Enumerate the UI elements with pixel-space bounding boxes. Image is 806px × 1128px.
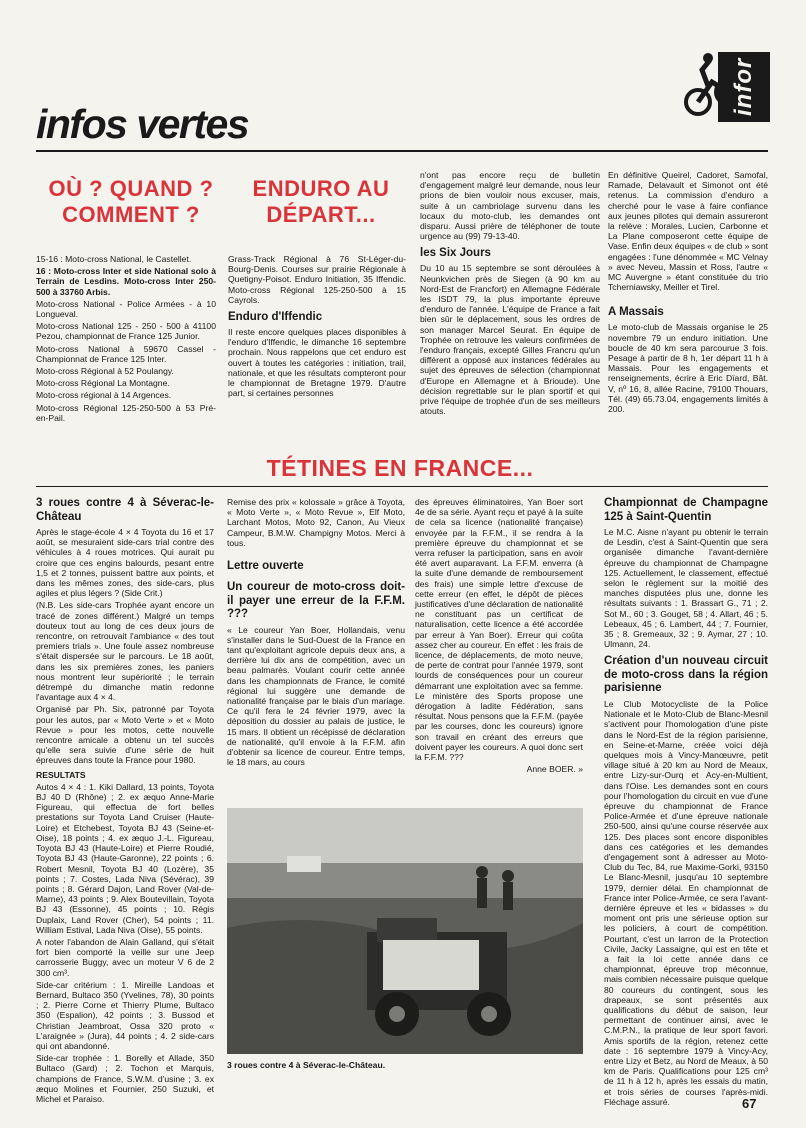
letter-label: Lettre ouverte	[227, 560, 304, 573]
boer-column	[415, 497, 583, 776]
six-days-title: les Six Jours	[420, 247, 491, 260]
where-column	[36, 254, 216, 425]
champagne-column	[604, 497, 768, 1109]
champagne-text: Le M.C. Aisne n'ayant pu obtenir le terrain de Lesdin, c'est à Saint-Quentin que sera organisée dimanche l'avant-dernière épreuve du championnat de Champagne 125. Actuellement, le classement, effectué selon le règlement sur la moitié des manches disputées plus une, donne les résultats suivants : 1. Brassart G., 71 ; 2. Sot M., 60 ; 3. Gouget, 58 ; 4. Allart, 46 ; 5. Lebeaux, 45 ; 6. Lambert, 44 ; 7. Fournier, 35 ; 8. Gremeaux, 32 ; 9. Aymar, 27 ; 10. Ulmann, 24.	[604, 527, 768, 650]
three-wheels-column	[36, 497, 214, 1106]
champagne-title: Championnat de Champagne 125 à Saint-Quentin	[604, 497, 768, 523]
section-header: infos vertes	[36, 101, 249, 147]
boer-text: des épreuves éliminatoires, Yan Boer sort 4e de sa série. Ayant reçu et payé à la suite de cela sa licence (nationalité française) envoyée par la F.F.M., il se rendra à la première épreuve du championnat et se verra refuser la participation, sans en avoir été avert auparavant. La F.F.M. enverra (à la suite d'une demande de remboursement des frais) une simple lettre d'excuse de cette erreur (en effet, le dépôt de pièces justificatives d'une déclaration de nationalité ne constituant pas un certificat de naturalisation, cette licence a été accordée par erreur à Yan Boer). Erreur qui coûta assez cher au coureur. En effet : les frais de licence, de déplacements, de moto neuve, de perte de contrat pour l'année 1979, sont lourds de conséquences pour un coureur démarrant une exploitation avec sa femme. Le ministère des Sports propose une dérogation à ladite Fédération, sans résultat. Nous pensons que la F.F.M. (payée par les courses, donc les coureurs) ignore son travail en créant des erreurs que doivent payer les coureurs. A quoi donc sert la F.F.M. ???	[415, 497, 583, 763]
letter-column	[227, 497, 405, 769]
results-note: A noter l'abandon de Alain Galland, qui s'était fort bien comporté la veille sur une Jeep carrosserie Buggy, avec un moteur V 6 de 2 300 cm³.	[36, 936, 214, 978]
jeep-photo-image	[227, 808, 583, 1054]
results-sidecar-trophee: Side-car trophée : 1. Borelly et Allade, 350 Bultaco (Gard) ; 2. Tochon et Marquis, champions de France, S.W.M. d'usine ; 3. ex æquo Molines et Fournier, 250 Suzuki, et Michel et Paraiso.	[36, 1053, 214, 1104]
where-item: Moto-cross Régional La Montagne.	[36, 378, 170, 389]
three-wheels-para: Après le stage-école 4 × 4 Toyota du 16 et 17 août, se mesuraient side-cars trial contre des véhicules à 4 roues motrices. Qui aurait pu croire que ces engins balourds, pesant entre 1,5 et 2 tonnes, puissent battre aux points, et dans les mêmes zones, des side-cars, plus agiles et plus légers ? (Side Crit.)	[36, 527, 214, 599]
results-sidecar-criterium: Side-car critérium : 1. Mireille Landoas et Bernard, Bultaco 350 (Yvelines, 78), 30 points ; 2. Pierre Corne et Thierry Plume, Bultaco 350 (Espalion), 42 points ; 3. Bussod et Christian Jeambroat, Ossa 320 proto « L'araignée » (Jura), 44 points ; 4. 2 side-cars qui ont abandonné.	[36, 979, 214, 1051]
where-item: Moto-cross National - Police Armées - à 10 Longueval.	[36, 298, 216, 320]
massais-title: A Massais	[608, 306, 664, 319]
letter-text: « Le coureur Yan Boer, Hollandais, venu s'installer dans le Sud-Ouest de la France en tant qu'exploitant agricole depuis deux ans, a derrière lui dix ans de compétition, avec un beau palmarès. Voulant courir cette année dans les championnats de France, le comité régional lui suggère une demande de nationalité française par le biais d'un mariage. Ce qu'il fera le 24 février 1979, avec la déposition du dossier au palais de justice, le 15 mars. Il obtient un récépissé de déclaration de nationalité, qu'il envoie à la F.F.M. afin d'obtenir sa licence de coureur. Entre temps, le 18 mars, au cours	[227, 624, 405, 768]
letter-title: Un coureur de moto-cross doit-il payer une erreur de la F.F.M. ???	[227, 581, 405, 621]
where-item: 15-16 : Moto-cross National, le Castellet.	[36, 254, 192, 264]
jeep-photo	[227, 808, 583, 1054]
where-item: Moto-cross National à 59670 Cassel - Championnat de France 125 Inter.	[36, 343, 216, 364]
enduro-heading: ENDURO AU DÉPART...	[252, 176, 390, 227]
enduro-intro: Grass-Track Régional à 76 St-Léger-du-Bourg-Denis. Courses sur prairie Régionale à Quetigny-Poisot. Enduro Initiation, 35 Iffendic. Moto-cross Régional 125-250-500 à 15 Cayrols.	[228, 254, 406, 305]
iffendic-title: Enduro d'Iffendic	[228, 311, 323, 324]
where-item: Moto-cross National 125 - 250 - 500 à 41100 Pezou, championnat de France 125 Junior.	[36, 321, 216, 342]
new-circuit-title: Création d'un nouveau circuit de moto-cross dans la région parisienne	[604, 655, 768, 695]
enduro-column	[228, 254, 406, 400]
right-top-column	[608, 170, 768, 416]
header-rule	[36, 150, 768, 152]
enduro-cont-text: n'ont pas encore reçu de bulletin d'engagement malgré leur demande, nous leur prions de bien vouloir nous excuser, mais, suite à un cambriolage survenu dans les locaux du moto-club, les demandes ont disparu. Aussi prière de téléphoner de toute urgence au (99) 79-13-40.	[420, 170, 600, 242]
results-autos: Autos 4 × 4 : 1. Kiki Dallard, 13 points, Toyota BJ 40 D (Rhône) ; 2. ex æquo Anne-Marie Figureau, qui effectua de fort belles prestations sur Toyota Land Cruiser (Haute-Loire) et Etchebest, Toyota BJ 43 (Seine-et-Oise), 18 points ; 4. ex æquo J.-L. Figureau, Toyota BJ 43 (Haute-Loire) et Pierre Roudié, Toyota BJ 43 (Haute-Garonne), 22 points ; 6. Robert Mesnil, Toyota BJ 40 (Lozère), 35 points ; 7. Costes, Lada Niva (Sévérac), 39 points ; 8. Gérard Dajon, Land Rover (Val-de-Marne), 43 points ; 9. Alex Boutevillain, Toyota BJ 43 (Essonne), 45 points ; 10. Régis Duplaix, Land Rover (Cher), 54 points ; 11. William Estival, Lada Niva (Oise), 55 points.	[36, 781, 214, 935]
enduro-cont-column	[420, 170, 600, 418]
three-wheels-title: 3 roues contre 4 à Séverac-le-Château	[36, 497, 214, 523]
results-label: RESULTATS	[36, 769, 86, 780]
where-item: 16 : Moto-cross Inter et side National solo à Terrain de Lesdins. Moto-cross Inter 250-500 à 33760 Arbis.	[36, 266, 216, 297]
three-wheels-para: Organisé par Ph. Six, patronné par Toyota pour les autos, par « Moto Verte » et « Moto Revue » pour les motos, cette nouvelle rencontre amicale a obtenu un tel succès qu'elle sera suivie d'une série de huit épreuves dans toute la France pour 1980.	[36, 704, 214, 766]
photo-caption: 3 roues contre 4 à Séverac-le-Château.	[227, 1060, 386, 1070]
three-wheels-para: (N.B. Les side-cars Trophée ayant encore un tracé de zones différent.) Malgré un temps douteux tout au long de ces deux jours de rencontre, on retrouvait l'ambiance « des tout premiers trials ». Une foule assez nombreuse s'était dispersée sur le parcours. Le 18 août, dans les six premières zones, les paniers nous montrent leur supériorité ; le terrain détrempé du dimanche matin redonne l'avantage aux 4 × 4.	[36, 600, 214, 703]
where-item: Moto-cross Régional 125-250-500 à 53 Pré-en-Pail.	[36, 402, 216, 423]
boer-signature: Anne BOER. »	[526, 764, 583, 775]
where-item: Moto-cross régional à 14 Argences.	[36, 390, 172, 401]
page-number: 67	[742, 1096, 757, 1111]
team-text: En définitive Queirel, Cadoret, Samofal, Ramade, Delavault et Simonot ont été retenus. La commission d'enduro a cherché pour le vase à faire confiance aux jeunes pilotes qui demain assureront la relève : Morales, Lucien, Carbonne et La Plane composeront cette équipe de Vase. Enfin deux équipes « de club » sont engagées : l'une dénommée « MC Velnay » avec Neveu, Massin et Ross, l'autre « MC Auvergne » étant constituée du trio Tcherniawsky, Meiller et Tirel.	[608, 170, 768, 293]
six-days-text: Du 10 au 15 septembre se sont déroulées à Neunkvichen près de Siegen (à 90 km au Nord-Est de Francfort) en Allemagne Fédérale les ISDT 79, la plus importante épreuve d'enduro de l'année. L'équipe de France a fait bien sûr le déplacement, sous les ordres de son manager Marcel Seurat. En équipe de Trophée on retrouve les valeurs confirmées de l'enduro français, excepté Gilles Francru qu'un différent a opposé aux instances fédérales au sujet des épreuves de sélection (championnat d'Europe en Allemagne et à Brioude). Une décision regrettable sur le plan sportif et qui prive l'équipe de trophée d'un de ses meilleurs atouts.	[420, 263, 600, 417]
where-when-how-heading: OÙ ? QUAND ? COMMENT ?	[48, 176, 214, 227]
infor-logo-text: infor	[718, 52, 770, 122]
tetines-heading: TÉTINES EN FRANCE...	[266, 455, 534, 481]
tetines-rule	[36, 486, 768, 487]
iffendic-text: Il reste encore quelques places disponibles à l'enduro d'Iffendic, le dimanche 16 septembre prochain. Nous rappelons que cet enduro est ouvert à toutes les catégories : initiation, trail, nationale, et que les résultats compteront pour le championnat de Bretagne 1979. D'autre part, si certaines personnes	[228, 327, 406, 399]
massais-text: Le moto-club de Massais organise le 25 novembre 79 un enduro initiation. Une boucle de 40 km sera parcourue 3 fois. Pesage à partir de 8 h, 1er départ 11 h à Massais. Pour les engagements et renseignements, écrire à Eric Dïard, Bât. V, nº 16, 8, allée Racine, 79100 Thouars, Tél. (49) 65.73.04, engagements limités à 200.	[608, 322, 768, 415]
where-item: Moto-cross Régional à 52 Poulangy.	[36, 366, 174, 377]
prize-text: Remise des prix « kolossale » grâce à Toyota, « Moto Verte », « Moto Revue », Elf Moto, Larchant Motos, Moto 92, Canon, Au Vieux Campeur, B.M.W. Champigny Motos. Merci à tous.	[227, 497, 405, 548]
infor-logo	[600, 52, 770, 122]
new-circuit-text: Le Club Motocycliste de la Police Nationale et le Moto-Club de Blanc-Mesnil s'activent pour l'homologation d'une piste dans le Nord-Est de la région parisienne, en Seine-et-Marne, créée voici déjà quelques mois à Vincy-Manœuvre, petit village situé à 20 km au Nord de Meaux, entre Lizy-sur-Ourq et Acy-en-Multient, dans l'Oise. Les demandes sont en cours pour l'homologation du circuit en vue d'une épreuve du championnat de France Police-Armée et d'une épreuve nationale 250-500, ainsi qu'une course réservée aux 125. Des places sont encore disponibles dans ces catégories et les demandes d'engagement sont à adresser au Moto-Club du Tec, 84, rue Maxime-Gorki, 93150 Le Blanc-Mesnil, jusqu'au 10 septembre 1979, dernier délai. En championnat de France inter Police-Armée, ce sera l'avant-dernière épreuve et les « bidasses » du moment ont pris une sérieuse option sur les policiers, à court de compétition. Pourtant, c'est un larron de la Protection Civile, Jacky Lassaigne, qui est en tête et a fait la loi cette année dans ce championnat, épreuve trop méconnue, mais combien nécessaire puisque quelque 80 coureurs du contingent, sous les drapeaux, se sont présentés aux qualifications du début de saison, leur permettant de continuer ainsi, avec le C.M.P.N., la pratique de leur sport favori. Amis sportifs de la région, retenez cette date : 16 septembre 1979 à Vincy-Acy, entre Lizy et Betz, au Nord de Meaux, à 50 km de Paris. Qualifications pour 125 cm³ de 11 h à 12 h, après les essais du matin, et trois séries de courses l'après-midi. Fléchage assuré.	[604, 698, 768, 1107]
